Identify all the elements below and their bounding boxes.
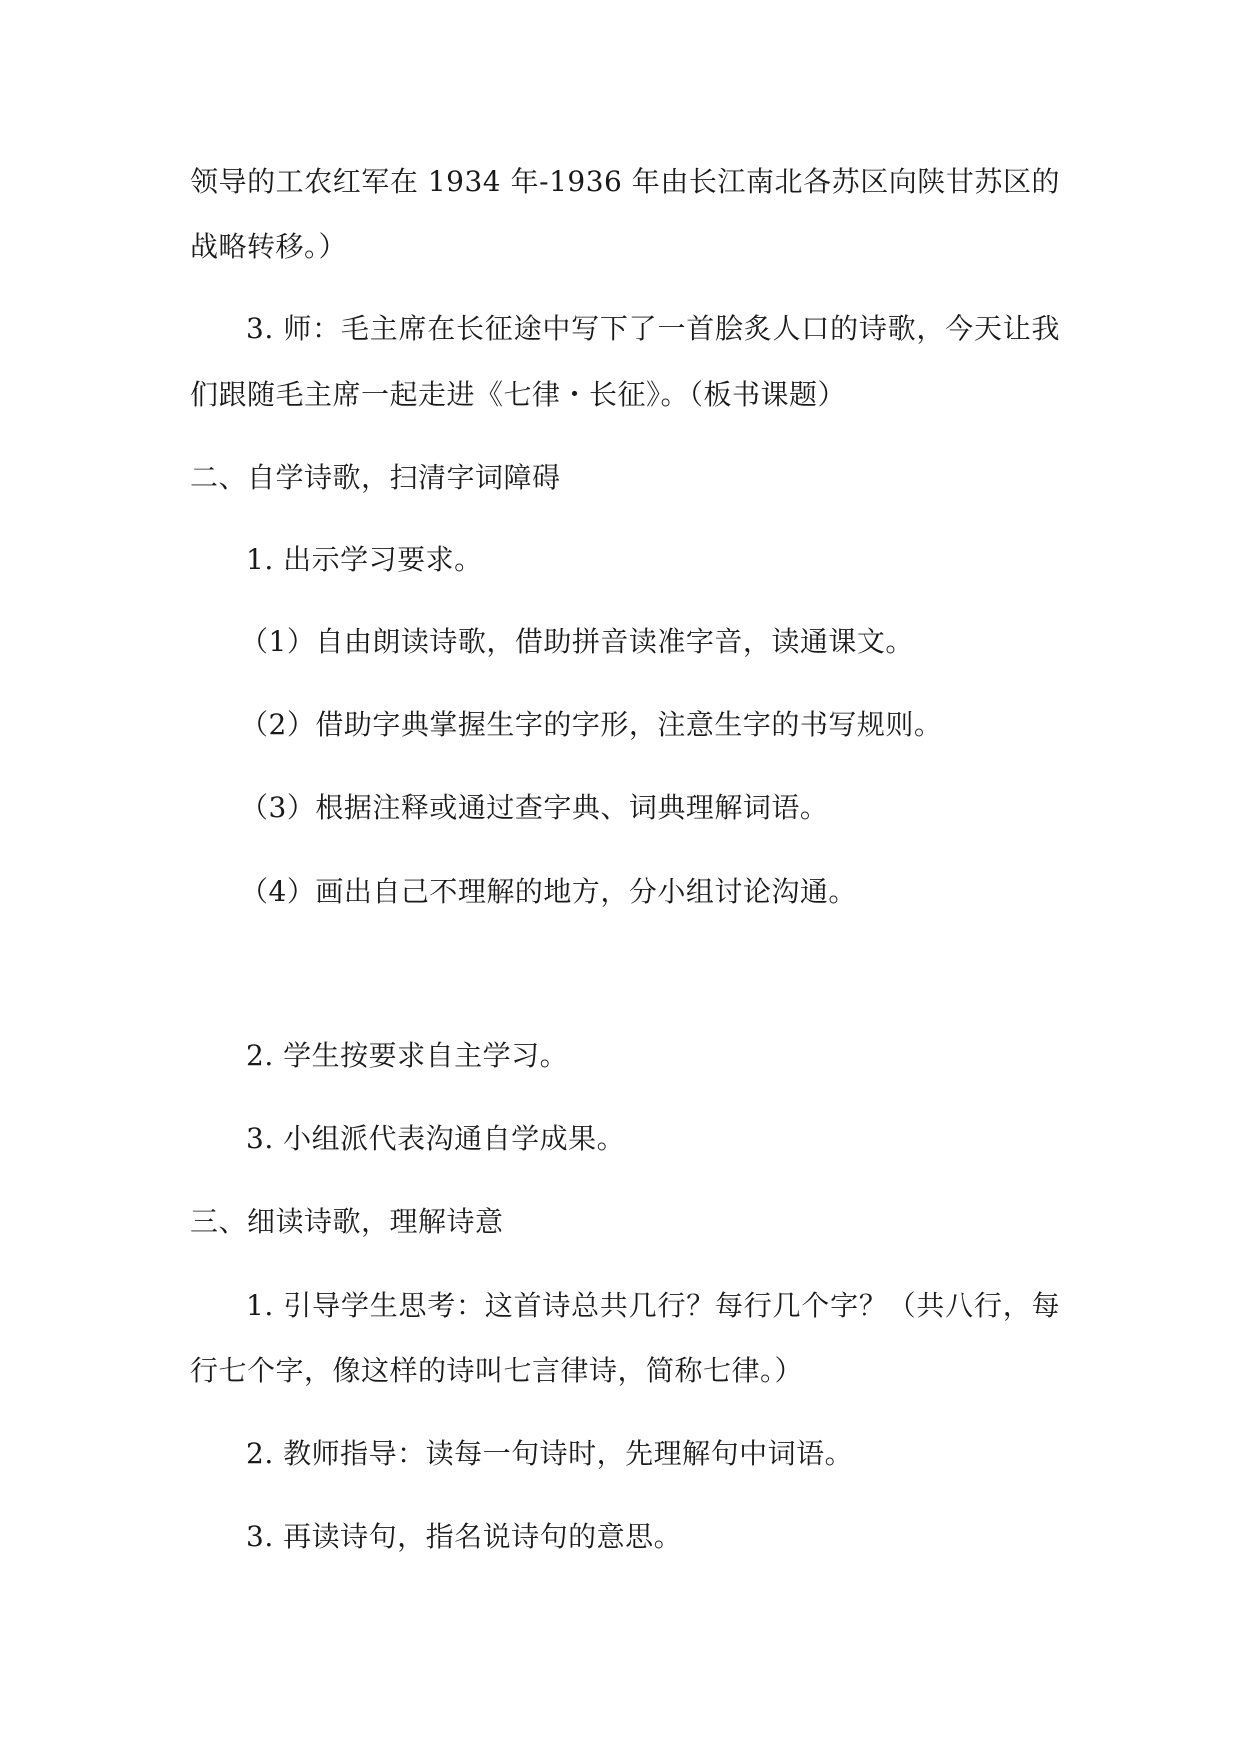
paragraph-line: 战略转移。）	[190, 230, 348, 263]
list-item: 3. 小组派代表沟通自学成果。	[246, 1122, 626, 1155]
paragraph-line: 们跟随毛主席一起走进《七律・长征》。（板书课题）	[190, 378, 847, 411]
list-item: 3. 再读诗句，指名说诗句的意思。	[246, 1520, 683, 1553]
list-item: 1. 出示学习要求。	[246, 543, 483, 576]
list-item: 2. 教师指导：读每一句诗时，先理解句中词语。	[246, 1437, 854, 1470]
paragraph-line: 3. 师：毛主席在长征途中写下了一首脍炙人口的诗歌，今天让我	[246, 312, 1060, 345]
paragraph-line: 1. 引导学生思考：这首诗总共几行？每行几个字？（共八行，每	[246, 1289, 1060, 1322]
list-item: （3）根据注释或通过查字典、词典理解词语。	[240, 791, 829, 824]
list-item: 2. 学生按要求自主学习。	[246, 1039, 569, 1072]
paragraph-line: 行七个字，像这样的诗叫七言律诗，简称七律。）	[190, 1354, 804, 1387]
section-heading: 三、细读诗歌，理解诗意	[190, 1205, 504, 1238]
list-item: （4）画出自己不理解的地方，分小组讨论沟通。	[240, 875, 857, 908]
section-heading: 二、自学诗歌，扫清字词障碍	[190, 461, 561, 494]
list-item: （2）借助字典掌握生字的字形，注意生字的书写规则。	[240, 708, 943, 741]
paragraph-line: 领导的工农红军在 1934 年-1936 年由长江南北各苏区向陕甘苏区的	[190, 165, 1060, 198]
list-item: （1）自由朗读诗歌，借助拼音读准字音，读通课文。	[240, 625, 914, 658]
